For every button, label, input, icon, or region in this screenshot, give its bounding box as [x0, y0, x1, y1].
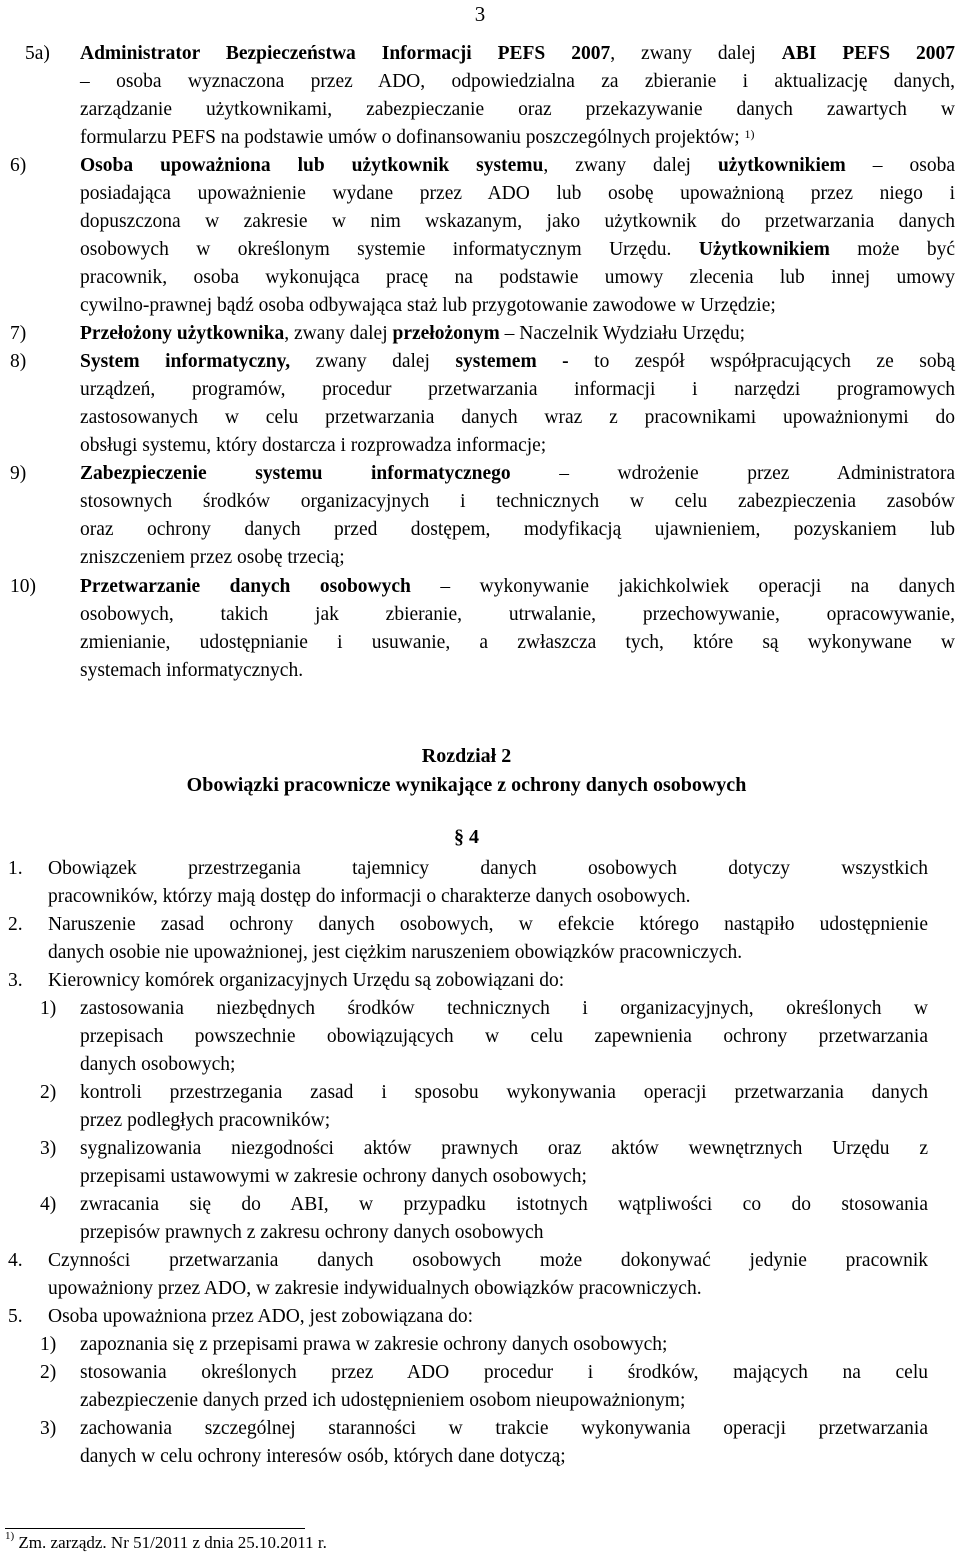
point-2: 2. Naruszenie zasad ochrony danych osobowych, w efekcie którego nastąpiło udostępnienie danych osobie nie upoważnionej, jest ciężkim naruszeniem obowiązków pracowniczych.: [8, 914, 928, 963]
definition-5a: 5a) Administrator Bezpieczeństwa Informacji PEFS 2007, zwany dalej ABI PEFS 2007 – osoba wyznaczona przez ADO, odpowiedzialna za zbieranie i aktualizację danych, zarządzanie użytkownikami, zabezpieczanie oraz przekazywanie danych zawartych w formularzu PEFS na podstawie umów o dofinansowaniu poszczególnych projektów; $^{1)}$: [80, 40, 955, 152]
item-label: 10): [10, 576, 36, 597]
term: Administrator Bezpieczeństwa Informacji PEFS 2007: [80, 43, 611, 64]
page-number: 3: [474, 2, 486, 26]
point-5: 5. Osoba upoważniona przez ADO, jest zobowiązana do:: [8, 1306, 474, 1327]
alias: ABI PEFS 2007: [781, 43, 955, 64]
term: Przełożony użytkownika: [80, 323, 285, 344]
footnote-divider: [5, 1528, 305, 1529]
chapter-subtitle: Obowiązki pracownicze wynikające z ochrony danych osobowych: [186, 774, 747, 796]
definition-6: 6) Osoba upoważniona lub użytkownik systemu, zwany dalej użytkownikiem – osoba posiadająca upoważnienie wydane przez ADO lub osobę upoważnioną przez niego i dopuszczona w zakresie w nim wskazanym, jako użytkownik do przetwarzania danych osobowych w określonym systemie informatycznym Urzędu. Użytkownikiem może być pracownik, osoba wykonująca pracę na podstawie umowy zlecenia lub innej umowy cywilno-prawnej bądź osoba odbywająca staż lub przygotowanie zawodowe w Urzędzie;: [80, 152, 955, 320]
section-mark: § 4: [454, 826, 479, 848]
definition-10: 10) Przetwarzanie danych osobowych – wykonywanie jakichkolwiek operacji na danych osobowych, takich jak zbieranie, utrwalanie, przechowywanie, opracowywanie, zmienianie, udostępnianie i usuwanie, a zwłaszcza tych, które są wykonywane w systemach informatycznych.: [80, 573, 955, 685]
definition-line: Administrator Bezpieczeństwa Informacji PEFS 2007, zwany dalej ABI PEFS 2007: [80, 43, 955, 64]
item-label: 8): [10, 351, 27, 372]
item-label: 5a): [25, 43, 50, 64]
footnote-text: Zm. zarządz. Nr 51/2011 z dnia 25.10.2011 r.: [18, 1533, 327, 1552]
point-3-sub-4: 4) zwracania się do ABI, w przypadku istotnych wątpliwości co do stosowania przepisów prawnych z zakresu ochrony danych osobowych: [40, 1194, 928, 1243]
term: System informatyczny,: [80, 351, 291, 372]
point-4: 4. Czynności przetwarzania danych osobowych może dokonywać jedynie pracownik upoważniony przez ADO, w zakresie indywidualnych obowiązków pracowniczych.: [8, 1250, 928, 1299]
point-3: 3. Kierownicy komórek organizacyjnych Urzędu są zobowiązani do:: [8, 970, 565, 991]
item-label: 7): [10, 323, 27, 344]
definition-9: 9) Zabezpieczenie systemu informatycznego – wdrożenie przez Administratora stosownych środków organizacyjnych i technicznych w celu zabezpieczenia zasobów oraz ochrony danych przed dostępem, modyfikacją ujawnieniem, pozyskaniem lub zniszczeniem przez osobę trzecią;: [80, 460, 955, 572]
point-1: 1. Obowiązek przestrzegania tajemnicy danych osobowych dotyczy wszystkich pracowników, którzy mają dostęp do informacji o charakterze danych osobowych.: [8, 858, 928, 907]
alias: systemem -: [455, 351, 569, 372]
footnote-mark: 1): [5, 1530, 15, 1542]
point-5-sub-2: 2) stosowania określonych przez ADO procedur i środków, mających na celu zabezpieczenie danych przed ich udostępnieniem osobom nieupoważnionym;: [40, 1362, 928, 1411]
point-5-sub-3: 3) zachowania szczególnej staranności w trakcie wykonywania operacji przetwarzania danych w celu ochrony interesów osób, których dane dotyczą;: [40, 1418, 928, 1467]
item-label: 9): [10, 463, 27, 484]
point-5-sub-1: 1) zapoznania się z przepisami prawa w zakresie ochrony danych osobowych;: [40, 1334, 668, 1355]
point-3-sub-2: 2) kontroli przestrzegania zasad i sposobu wykonywania operacji przetwarzania danych przez podległych pracowników;: [40, 1082, 928, 1131]
term: Osoba upoważniona lub użytkownik systemu: [80, 155, 544, 176]
term: Przetwarzanie danych osobowych: [80, 576, 411, 597]
alias: użytkownikiem: [717, 155, 846, 176]
item-label: 6): [10, 155, 27, 176]
alias: przełożonym: [392, 323, 500, 344]
point-3-sub-1: 1) zastosowania niezbędnych środków technicznych i organizacyjnych, określonych w przepisach powszechnie obowiązujących w celu zapewnienia ochrony przetwarzania danych osobowych;: [40, 998, 928, 1075]
footnote-ref: 1): [744, 127, 755, 141]
chapter-title: Rozdział 2: [421, 745, 512, 767]
definition-8: 8) System informatyczny, zwany dalej systemem - to zespół współpracujących ze sobą urządzeń, programów, procedur przetwarzania informacji i narzędzi programowych zastosowanych w celu przetwarzania danych wraz z pracownikami upoważnionymi do obsługi systemu, który dostarcza i rozprowadza informacje;: [80, 348, 955, 460]
term: Zabezpieczenie systemu informatycznego: [80, 463, 511, 484]
footnote: [5, 1530, 327, 1553]
definition-7: 7) Przełożony użytkownika, zwany dalej przełożonym – Naczelnik Wydziału Urzędu;: [80, 320, 955, 348]
point-3-sub-3: 3) sygnalizowania niezgodności aktów prawnych oraz aktów wewnętrznych Urzędu z przepisami ustawowymi w zakresie ochrony danych osobowych;: [40, 1138, 928, 1187]
